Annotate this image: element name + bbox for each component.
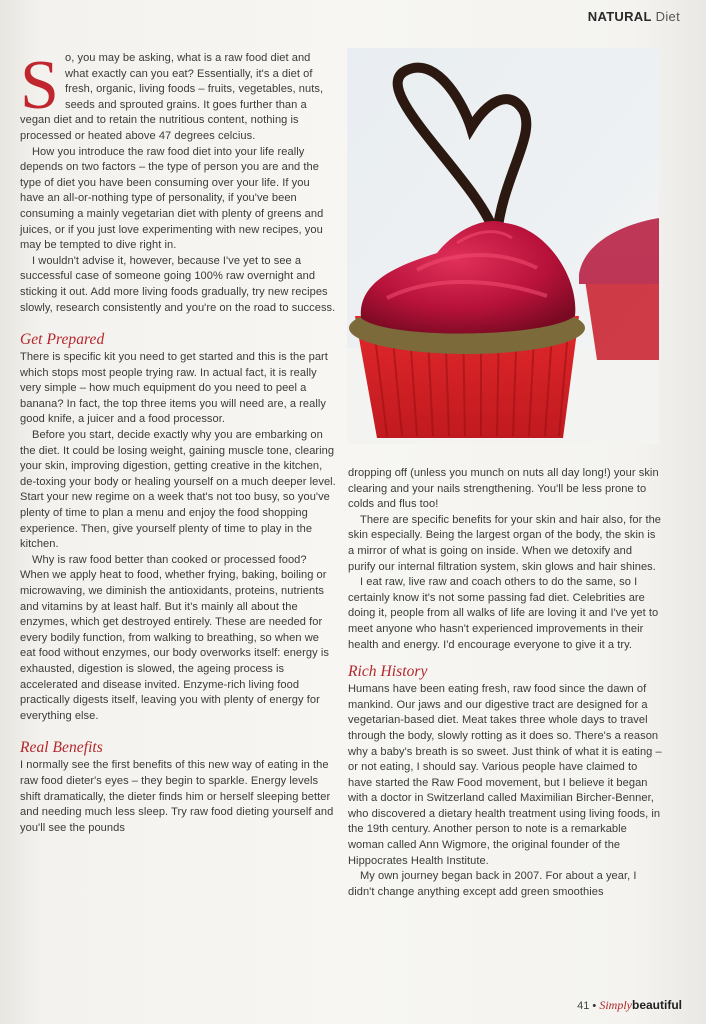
heading-real-benefits: Real Benefits bbox=[20, 739, 103, 757]
rich-history-paragraph-2: My own journey began back in 2007. For about a year, I didn't change anything except add green smoothies bbox=[348, 870, 637, 898]
page-number: 41 bbox=[577, 1000, 590, 1012]
section-name: NATURAL bbox=[587, 9, 652, 24]
article-column-right bbox=[348, 466, 662, 900]
eat-raw-paragraph: I eat raw, live raw and coach others to do the same, so I certainly know it's not some passing fad diet. Celebrities are doing it, people from all walks of life are loving it and I've yet to meet anyone who hasn't experienced improvements in their health and energy. I'd encourage everyone to give it a try. bbox=[348, 576, 659, 651]
article-column-left bbox=[20, 47, 336, 836]
intro-paragraph-1: So, you may be asking, what is a raw food diet and what exactly can you eat? Essentially, it's a diet of fresh, organic, living foods – fruits, vegetables, nuts, seeds and sprouted grains. It goes further than a vegan diet and to retain the nutritious content, nothing is processed or heated above 47 degrees celcius. bbox=[20, 47, 324, 142]
cupcake-photo bbox=[347, 48, 659, 444]
intro-paragraph-2: How you introduce the raw food diet into your life really depends on two factors – the type of person you are and the type of diet you have been consuming over your life. If you have an all-or-nothing type of personality, if you've been consuming a mainly vegetarian diet with plenty of greens and juices, or if you just love experimenting with new recipes, you may be tempted to dive right in. bbox=[20, 145, 324, 252]
section-subname: Diet bbox=[655, 9, 680, 24]
brand-script: Simply bbox=[599, 998, 632, 1012]
footer-separator: • bbox=[592, 1000, 597, 1012]
real-benefits-paragraph-1: I normally see the first benefits of this new way of eating in the raw food dieter's eyes – they begin to sparkle. Energy levels shift dramatically, the dieter finds him or herself sleeping better and needing much less sleep. Try raw food dieting yourself and you'll see the pounds bbox=[20, 759, 334, 834]
drop-cap: S bbox=[20, 47, 59, 124]
get-prepared-paragraph-3: Why is raw food better than cooked or processed food? When we apply heat to food, whether frying, baking, boiling or microwaving, we diminish the antioxidants, proteins, nutrients and vitamins by at least half. But it's mainly all about the enzymes, which get destroyed entirely. These are needed for every bodily function, from walking to breathing, so when we eat food without enzymes, our body overworks itself: energy is exhausted, digestion is slowed, the ageing process is accelerated and disease invited. Enzyme-rich living food practically digests itself, leaving you with plenty of energy for everything else. bbox=[20, 553, 329, 722]
skin-hair-paragraph: There are specific benefits for your skin and hair also, for the skin especially. Being the largest organ of the body, the skin is a mirror of what is going on inside. When we detoxify and purify our internal filtration system, skin glows and hair shines. bbox=[348, 513, 662, 573]
get-prepared-paragraph-1: There is specific kit you need to get started and this is the part which stops most people trying raw. In actual fact, it is really very simple – how much equipment do you need to peel a banana? In fact, the top three items you will need are, a really good knife, a juicer and a food processor. bbox=[20, 351, 328, 426]
page-footer bbox=[577, 998, 682, 1013]
section-header bbox=[588, 9, 680, 24]
cupcake-illustration bbox=[347, 48, 659, 444]
brand-name: beautiful bbox=[632, 998, 682, 1012]
rich-history-paragraph-1: Humans have been eating fresh, raw food since the dawn of mankind. Our jaws and our digestive tract are designed for a vegetarian-based diet. Meat takes three whole days to travel through the body, slowly rotting as it does so. There's a reason why a baby's breath is so sweet. Just think of what it is eating – or not eating, I should say. Various people have claimed to have started the Raw Food movement, but I believe it began with a doctor in Switzerland called Maximilian Bircher-Benner, who discovered a dietary health treatment using living foods, in the 19th century. Another person to note is a remarkable woman called Ann Wigmore, the original founder of the Hippocrates Health Institute. bbox=[348, 683, 662, 867]
benefits-continued-paragraph: dropping off (unless you munch on nuts all day long!) your skin clearing and your nails strengthening. You'll be less prone to colds and flus too! bbox=[348, 467, 659, 511]
get-prepared-paragraph-2: Before you start, decide exactly why you are embarking on the diet. It could be losing weight, gaining muscle tone, clearing your skin, improving digestion, getting creative in the kitchen, de-toxing your body or healing yourself on a much deeper level. Start your new regime on a week that's not too busy, so you've plenty of time to plan a menu and enjoy the food shopping experience. Then, give yourself plenty of time to play in the kitchen. bbox=[20, 429, 336, 551]
heading-get-prepared: Get Prepared bbox=[20, 331, 105, 349]
intro-paragraph-3: I wouldn't advise it, however, because I've yet to see a successful case of someone going 100% raw overnight and sticking it out. Add more living foods gradually, try new recipes slowly, research consistently and you're on the road to success. bbox=[20, 254, 336, 314]
heading-rich-history: Rich History bbox=[348, 663, 428, 681]
